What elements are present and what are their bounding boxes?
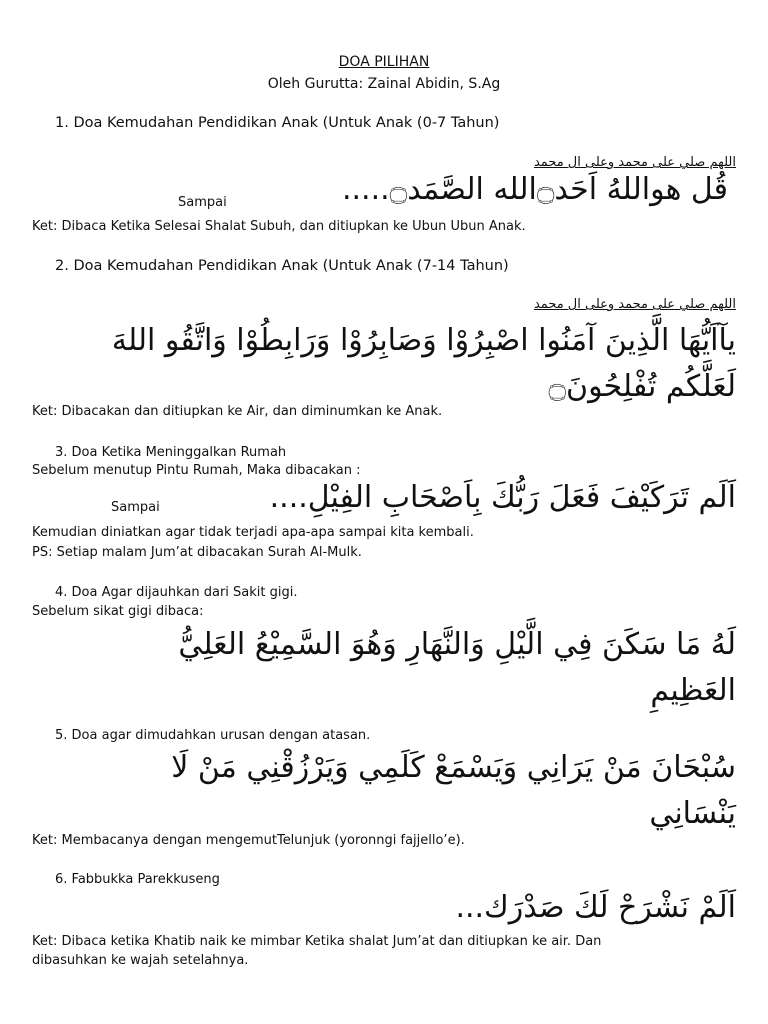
section-2-heading: 2. Doa Kemudahan Pendidikan Anak (Untuk Anak (7-14 Tahun) xyxy=(55,258,509,274)
section-2-salawat: اللهم صلي على محمد وعلى ال محمد xyxy=(533,297,736,312)
section-1-heading: 1. Doa Kemudahan Pendidikan Anak (Untuk Anak (0-7 Tahun) xyxy=(55,115,500,131)
section-1-ket: Ket: Dibaca Ketika Selesai Shalat Subuh, dan ditiupkan ke Ubun Ubun Anak. xyxy=(32,219,526,234)
document-subtitle: Oleh Gurutta: Zainal Abidin, S.Ag xyxy=(267,76,501,92)
section-3-arabic: اَلَم تَرَكَيْفَ فَعَلَ رَبُّكَ بِاَصْحَابِ الفِيْلِ.... xyxy=(269,480,736,515)
section-4-arabic: لَهُ مَا سَكَنَ فِي الَّيْلِ وَالنَّهَارِ وَهُوَ السَّمِيْعُ العَلِيُّ العَظِيمِ xyxy=(178,627,736,708)
section-3-note-1: Kemudian diniatkan agar tidak terjadi apa-apa sampai kita kembali. xyxy=(32,525,474,540)
section-1-sampai: Sampai xyxy=(178,195,227,210)
section-6-ket-line-1: Ket: Dibaca ketika Khatib naik ke mimbar Ketika shalat Jum’at dan ditiupkan ke air. Dan xyxy=(32,934,602,949)
section-2-ket: Ket: Dibacakan dan ditiupkan ke Air, dan diminumkan ke Anak. xyxy=(32,404,443,419)
section-3-heading: 3. Doa Ketika Meninggalkan Rumah xyxy=(55,445,287,460)
section-2-arabic: يآاَيُّهَا الَّذِينَ آمَنُوا اصْبِرُوْا وَصَابِرُوْا وَرَابِطُوْا وَاتَّقُو اللهَ لَعَلَّكُم تُفْلِحُونَ۝ xyxy=(111,323,736,404)
section-4-heading: 4. Doa Agar dijauhkan dari Sakit gigi. xyxy=(55,585,298,600)
section-3-intro: Sebelum menutup Pintu Rumah, Maka dibacakan : xyxy=(32,463,361,478)
section-5-heading: 5. Doa agar dimudahkan urusan dengan atasan. xyxy=(55,728,371,743)
section-3-sampai: Sampai xyxy=(111,500,160,515)
document-title: DOA PILIHAN xyxy=(338,54,430,70)
section-1-arabic: قُل هواللهُ اَحَد۝الله الصَّمَد۝..... xyxy=(341,172,728,207)
section-5-ket: Ket: Membacanya dengan mengemutTelunjuk (yoronngi fajjello’e). xyxy=(32,833,465,848)
section-1-salawat: اللهم صلي على محمد وعلى ال محمد xyxy=(533,155,736,170)
section-3-note-2: PS: Setiap malam Jum’at dibacakan Surah Al-Mulk. xyxy=(32,545,362,560)
section-6-ket-line-2: dibasuhkan ke wajah setelahnya. xyxy=(32,953,249,968)
section-5-arabic: سُبْحَانَ مَنْ يَرَانِي وَيَسْمَعْ كَلَمِي وَيَرْزُقْنِي مَنْ لَا يَنْسَانِي xyxy=(171,750,736,831)
section-6-heading: 6. Fabbukka Parekkuseng xyxy=(55,872,220,887)
section-6-arabic: اَلَمْ نَشْرَحْ لَكَ صَدْرَك... xyxy=(455,890,736,925)
section-4-intro: Sebelum sikat gigi dibaca: xyxy=(32,604,204,619)
